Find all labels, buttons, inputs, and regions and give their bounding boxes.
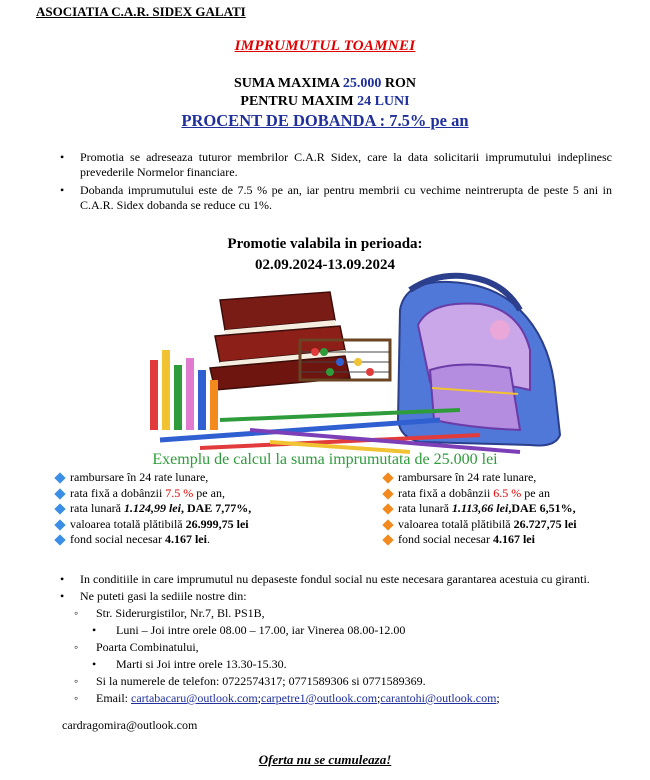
- list-item: • Dobanda imprumutului este de 7.5 % pe an, iar pentru membrii cu vechime neintrerupta de peste 5 ani in C.A.R. Sidex dobanda se reduce cu 1%.: [52, 183, 612, 213]
- office-item: ◦ Str. Siderurgistilor, Nr.7, Bl. PS1B,: [52, 606, 612, 621]
- list-item: • In conditiile in care imprumutul nu depaseste fondul social nu este necesara garantarea acestuia cu giranti.: [52, 572, 612, 587]
- email-link[interactable]: carantohi@outlook.com: [380, 691, 497, 705]
- max-amount-prefix: SUMA MAXIMA: [233, 76, 343, 91]
- email-label: Email:: [96, 691, 128, 705]
- pencils-icon: [150, 350, 218, 430]
- list-item: [384, 470, 577, 486]
- max-amount-value: 25.000: [342, 76, 382, 91]
- monthly-value: 1.124,99 lei: [123, 501, 181, 515]
- office-item: ◦ Poarta Combinatului,: [52, 640, 612, 655]
- example-right: [384, 470, 577, 548]
- footer-note: Oferta nu se cumuleaza!: [258, 752, 392, 767]
- interest-rate: PROCENT DE DOBANDA : 7.5% pe an: [181, 111, 469, 130]
- list-item: • Ne puteti gasi la sediile nostre din:: [52, 589, 612, 604]
- diamond-bullet-icon: [382, 503, 393, 514]
- rate-suffix: pe an,: [193, 485, 225, 500]
- max-amount-suffix: RON: [381, 76, 416, 91]
- total-value: 26.999,75 lei: [185, 516, 249, 531]
- diamond-bullet-icon: [382, 534, 393, 545]
- diamond-bullet-icon: [382, 472, 393, 483]
- list-item: [56, 517, 251, 533]
- list-item: [56, 486, 251, 502]
- monthly-prefix: rata lunară: [398, 501, 452, 515]
- list-item: [384, 517, 577, 533]
- calculation-example-title: Exemplu de calcul la suma imprumutata de 25.000 lei: [152, 451, 498, 468]
- diamond-bullet-icon: [54, 472, 65, 483]
- email-item: ◦ Email: cartabacaru@outlook.com;carpetre1@outlook.com;carantohi@outlook.com;: [52, 691, 612, 706]
- total-prefix: valoarea totală plătibilă: [398, 516, 514, 531]
- max-period-value: 24 LUNI: [357, 94, 410, 109]
- office-hours: • Marti si Joi intre orele 13.30-15.30.: [52, 657, 612, 672]
- email-link[interactable]: carpetre1@outlook.com: [261, 691, 378, 705]
- page-title: IMPRUMUTUL TOAMNEI: [234, 38, 416, 54]
- fund-suffix: .: [206, 532, 210, 546]
- email-link[interactable]: cartabacaru@outlook.com: [131, 691, 258, 705]
- school-supplies-illustration: [100, 270, 600, 455]
- dae-value: , DAE 7,77%,: [180, 501, 252, 515]
- diamond-bullet-icon: [54, 534, 65, 545]
- rate-suffix: pe an: [521, 485, 550, 500]
- organization-name: ASOCIATIA C.A.R. SIDEX GALATI: [36, 4, 246, 19]
- email-last: cardragomira@outlook.com: [62, 718, 198, 732]
- promo-period-dates: 02.09.2024-13.09.2024: [255, 257, 395, 273]
- max-period: [0, 94, 650, 110]
- monthly-prefix: rata lunară: [70, 501, 124, 515]
- list-item: [56, 470, 251, 486]
- fund-prefix: fond social necesar: [398, 532, 493, 546]
- total-prefix: valoarea totală plătibilă: [70, 516, 186, 531]
- repayment-text: rambursare în 24 rate lunare,: [70, 470, 209, 484]
- example-left: [56, 470, 251, 548]
- list-item: [56, 501, 251, 517]
- rate-value: 7.5 %: [165, 485, 194, 500]
- max-amount: [0, 76, 650, 92]
- list-item: [384, 532, 577, 548]
- list-item: [384, 501, 577, 517]
- fund-value: 4.167 lei: [164, 532, 207, 546]
- rate-prefix: rata fixă a dobânzii: [398, 485, 494, 500]
- diamond-bullet-icon: [54, 503, 65, 514]
- conditions-list: [52, 150, 612, 216]
- monthly-value: 1.113,66 lei: [451, 501, 509, 515]
- list-item: [56, 532, 251, 548]
- list-item: • Promotia se adreseaza tuturor membrilor C.A.R Sidex, care la data solicitarii imprumutului indeplinesc prevederile Normelor financiare.: [52, 150, 612, 180]
- rate-value: 6.5 %: [493, 485, 522, 500]
- max-period-prefix: PENTRU MAXIM: [240, 94, 358, 109]
- dae-value: ,DAE 6,51%,: [508, 501, 576, 515]
- total-value: 26.727,75 lei: [513, 516, 577, 531]
- list-item: [384, 486, 577, 502]
- diamond-bullet-icon: [382, 519, 393, 530]
- fund-value: 4.167 lei: [492, 532, 535, 546]
- diamond-bullet-icon: [54, 488, 65, 499]
- rate-prefix: rata fixă a dobânzii: [70, 485, 166, 500]
- contact-list: [52, 572, 612, 708]
- promo-period-label: Promotie valabila in perioada:: [227, 236, 423, 252]
- fund-prefix: fond social necesar: [70, 532, 165, 546]
- office-hours: • Luni – Joi intre orele 08.00 – 17.00, iar Vinerea 08.00-12.00: [52, 623, 612, 638]
- repayment-text: rambursare în 24 rate lunare,: [398, 470, 537, 484]
- diamond-bullet-icon: [54, 519, 65, 530]
- diamond-bullet-icon: [382, 488, 393, 499]
- phone-numbers: ◦ Si la numerele de telefon: 0722574317; 0771589306 si 0771589369.: [52, 674, 612, 689]
